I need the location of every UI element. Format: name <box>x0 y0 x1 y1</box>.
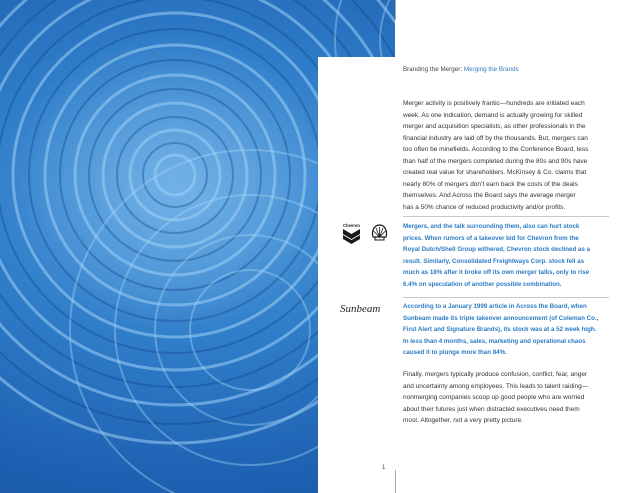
text-line: too often be minefields. According to the Conference Board, less <box>403 146 589 153</box>
text-line: most. Altogether, not a very pretty picture. <box>403 417 523 424</box>
chevron-logo <box>342 222 361 244</box>
text-line: Finally, mergers typically produce confusion, conflict, fear, anger <box>403 371 588 378</box>
paragraph-employees <box>403 369 609 427</box>
text-line: week. As one indication, demand is actually growing for skilled <box>403 111 583 119</box>
text-line: has a 50% chance of reduced productivity and/or profits. <box>403 203 566 211</box>
text-line: than half of the mergers completed during the 80s and 90s have <box>403 157 588 165</box>
paragraph-stock-prices <box>403 221 609 290</box>
bottom-vertical-rule <box>395 470 396 493</box>
text-line: themselves. And Across the Board says the average merger <box>403 192 576 199</box>
top-vertical-rule <box>395 0 396 20</box>
text-line: 6.4% on speculation of another possible combination. <box>403 280 562 288</box>
text-line: prices. When rumors of a takeover bid for Chevron from the <box>403 234 579 242</box>
page-number: 1 <box>382 465 386 471</box>
running-header <box>403 66 519 73</box>
text-line: and uncertainty among employees. This leads to talent raiding— <box>403 382 589 390</box>
text-line: financial industry are laid off by the thousands. But, mergers can <box>403 134 588 142</box>
text-line: nonmerging companies scoop up good people who are worried <box>403 394 585 401</box>
divider <box>403 297 609 298</box>
paragraph-merger-activity <box>403 98 609 213</box>
text-line: nearly 80% of mergers don’t earn back the costs of the deals <box>403 180 578 188</box>
text-line: Sunbeam made its triple takeover announcement (of Coleman Co., <box>403 314 599 322</box>
text-line: Royal Dutch/Shell Group withered, Chevron stock declined as a <box>403 246 591 253</box>
text-line: Mergers, and the talk surrounding them, also can hurt stock <box>403 223 580 230</box>
text-line: First Alert and Signature Brands), its stock was at a 52 week high. <box>403 326 597 333</box>
text-line: caused it to plunge more than 84%. <box>403 349 507 356</box>
paragraph-sunbeam <box>403 301 609 359</box>
shell-icon <box>371 224 388 241</box>
text-line: about their futures just when distracted executives need them <box>403 405 580 413</box>
text-line: created real value for shareholders. McKinsey & Co. claims that <box>403 169 587 176</box>
header-prefix: Branding the Merger: <box>403 66 464 73</box>
text-line: Merger activity is positively frantic—hundreds are initiated each <box>403 100 585 107</box>
text-line: merger and acquisition specialists, as other professionals in the <box>403 123 586 130</box>
chevron-logo-text: Chevron <box>343 223 360 228</box>
divider <box>403 216 609 217</box>
text-line: result. Similarly, Consolidated Freightways Corp. stock fell as <box>403 257 585 265</box>
text-line: According to a January 1999 article in Across the Board, when <box>403 303 587 310</box>
header-accent: Merging the Brands <box>463 66 519 73</box>
sunbeam-logo: Sunbeam <box>340 303 381 315</box>
text-line: In less than 4 months, sales, marketing and operational chaos <box>403 337 586 345</box>
top-white-strip <box>395 0 638 57</box>
text-line: much as 18% after it broke off its own merger talks, only to rise <box>403 269 590 276</box>
